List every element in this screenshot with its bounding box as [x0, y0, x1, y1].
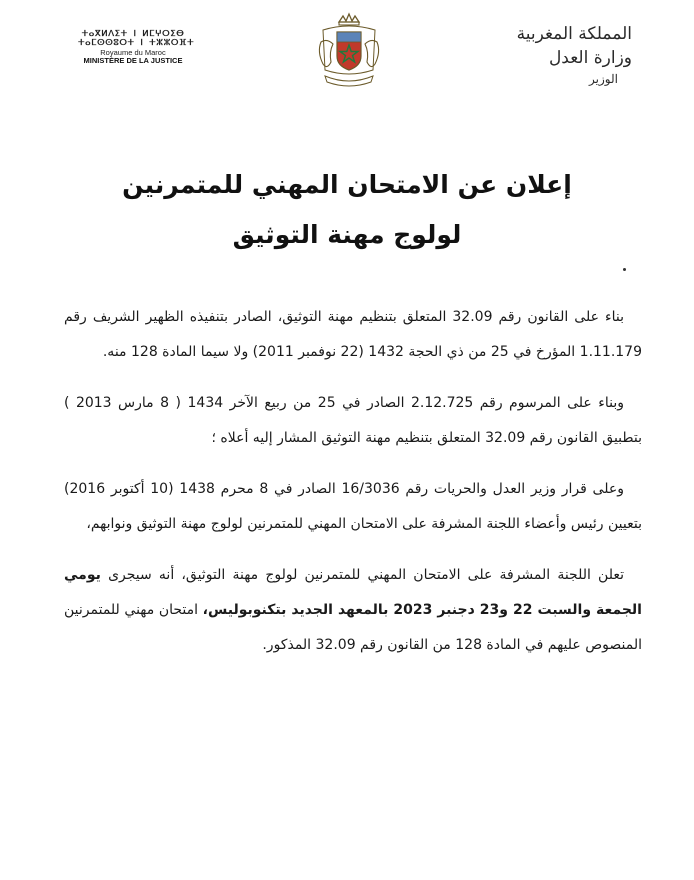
paragraph-announcement [64, 558, 642, 663]
announcement-rest: امتحان مهني للمتمرنين المنصوص عليهم في المادة 128 من القانون رقم 32.09 المذكور. [64, 602, 642, 653]
tifinagh-line-2: ⵜⴰⵎⵙⵙⵓⵔⵜ ⵏ ⵜⵣⵣⵔⴼⵜ [78, 38, 195, 49]
announcement-intro: تعلن اللجنة المشرفة على الامتحان المهني للمتمرنين لولوج مهنة التوثيق، أنه سيجرى [108, 567, 624, 583]
ministry-label-fr: MINISTÈRE DE LA JUSTICE [83, 55, 183, 65]
title-line-2: لولوج مهنة التوثيق [232, 220, 462, 249]
document-body [64, 300, 642, 679]
stray-mark [623, 268, 626, 271]
kingdom-label-ar: المملكة المغربية [516, 24, 632, 44]
ministry-label-ar: وزارة العدل [548, 48, 632, 68]
ministry-header-fr [78, 29, 195, 65]
kingdom-label-fr: Royaume du Maroc [100, 47, 166, 57]
coat-of-arms-emblem [313, 12, 385, 88]
tifinagh-line-1: ⵜⴰⴳⵍⴷⵉⵜ ⵏ ⵍⵎⵖⵔⵉⴱ [81, 29, 185, 39]
minister-label-ar: الوزير [589, 72, 618, 86]
announcement-title [60, 160, 634, 260]
exam-dates-location: يومي الجمعة والسبت 22 و23 دجنبر 2023 بالمعهد الجديد بتكنوبوليس، [64, 567, 642, 618]
ministry-header-ar [502, 22, 632, 88]
paragraph-decision-reference: وعلى قرار وزير العدل والحريات رقم 16/3036 الصادر في 8 محرم 1438 (10 أكتوبر 2016) بتعيين رئيس وأعضاء اللجنة المشرفة على الامتحان المهني للمتمرنين لولوج مهنة التوثيق ونوابهم، [64, 481, 642, 532]
title-line-1: إعلان عن الامتحان المهني للمتمرنين [122, 170, 572, 199]
paragraph-law-reference: بناء على القانون رقم 32.09 المتعلق بتنظيم مهنة التوثيق، الصادر بتنفيذه الظهير الشريف رقم 1.11.179 المؤرخ في 25 من ذي الحجة 1432 (22 نوفمبر 2011) ولا سيما المادة 128 منه. [64, 309, 642, 360]
paragraph-decree-reference: وبناء على المرسوم رقم 2.12.725 الصادر في 25 من ربيع الآخر 1434 ( 8 مارس 2013 ) بتطبيق القانون رقم 32.09 المتعلق بتنظيم مهنة التوثيق المشار إليه أعلاه ؛ [64, 395, 642, 446]
